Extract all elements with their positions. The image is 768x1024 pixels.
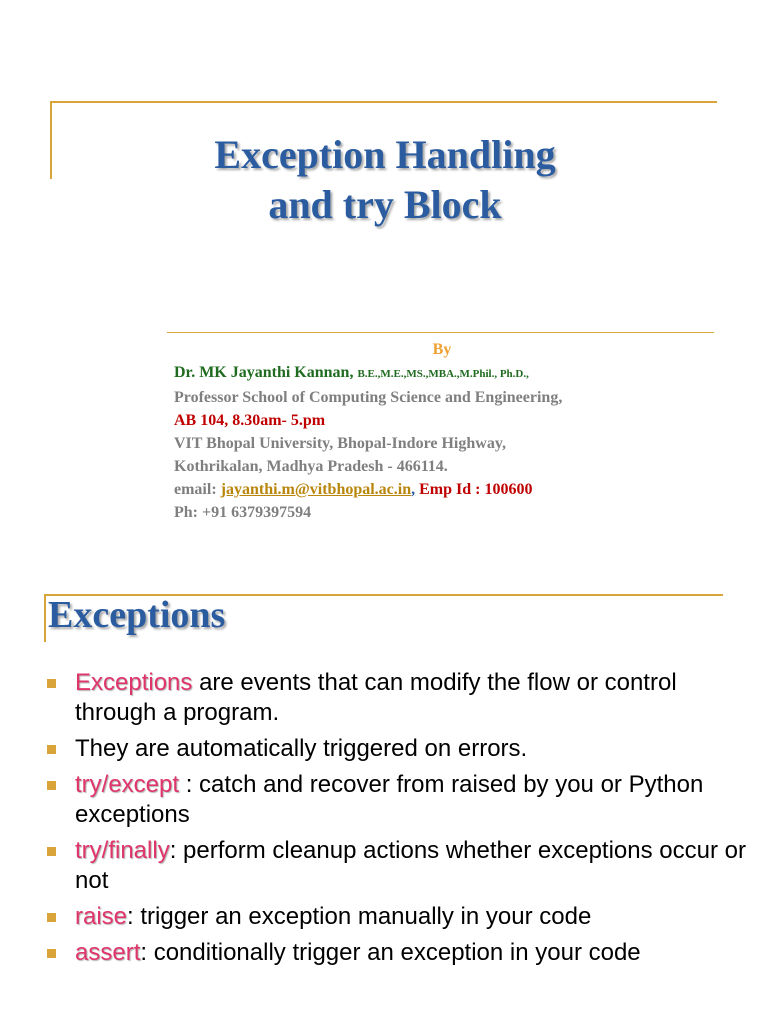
frame-top-rule <box>50 101 717 103</box>
bullet-text: They are automatically triggered on errors. <box>75 735 528 762</box>
bullet-text: are events that can modify the flow or control through a program. <box>75 669 677 726</box>
list-item <box>0 836 768 896</box>
bullet-text: : perform cleanup actions whether exceptions occur or not <box>75 837 746 894</box>
author-divider <box>167 332 714 333</box>
author-position: Professor School of Computing Science and Engineering, <box>174 389 563 406</box>
list-item <box>0 770 768 830</box>
author-line <box>174 361 734 386</box>
contact-line <box>174 478 734 501</box>
bullet-text: : conditionally trigger an exception in your code <box>140 939 641 966</box>
slide-title <box>60 130 710 230</box>
list-item <box>0 902 768 932</box>
exceptions-slide <box>0 576 768 1024</box>
frame-left-rule <box>44 594 46 642</box>
slide-title: Exceptions <box>48 594 226 636</box>
bullet-keyword: Exceptions <box>75 669 193 696</box>
list-item <box>0 938 768 968</box>
bullet-list <box>0 668 768 974</box>
square-bullet-icon <box>47 949 56 958</box>
email-comma: , <box>411 481 416 498</box>
employee-id: Emp Id : 100600 <box>419 481 533 498</box>
square-bullet-icon <box>47 847 56 856</box>
phone-number: Ph: +91 6379397594 <box>174 504 312 521</box>
title-line-1: Exception Handling <box>214 132 556 177</box>
address-line-1: VIT Bhopal University, Bhopal-Indore Highway, <box>174 435 506 452</box>
list-item <box>0 734 768 764</box>
list-item <box>0 668 768 728</box>
square-bullet-icon <box>47 781 56 790</box>
bullet-keyword: try/finally <box>75 837 170 864</box>
bullet-text: : trigger an exception manually in your code <box>127 903 592 930</box>
author-name: Dr. MK Jayanthi Kannan, <box>174 364 354 381</box>
office-hours: AB 104, 8.30am- 5.pm <box>174 412 326 429</box>
author-info <box>174 338 734 524</box>
bullet-keyword: try/except <box>75 771 180 798</box>
title-line-2: and try Block <box>268 182 502 227</box>
bullet-keyword: assert <box>75 939 141 966</box>
email-label: email: <box>174 481 217 498</box>
frame-left-rule <box>50 101 52 179</box>
square-bullet-icon <box>47 913 56 922</box>
address-line-2: Kothrikalan, Madhya Pradesh - 466114. <box>174 458 448 475</box>
author-qualifications: B.E.,M.E.,MS.,MBA.,M.Phil., Ph.D., <box>357 368 529 380</box>
square-bullet-icon <box>47 745 56 754</box>
email-link[interactable]: jayanthi.m@vitbhopal.ac.in <box>220 481 412 498</box>
square-bullet-icon <box>47 679 56 688</box>
bullet-text: : catch and recover from raised by you or Python exceptions <box>75 771 704 828</box>
by-label: By <box>432 341 452 358</box>
bullet-keyword: raise <box>75 903 128 930</box>
